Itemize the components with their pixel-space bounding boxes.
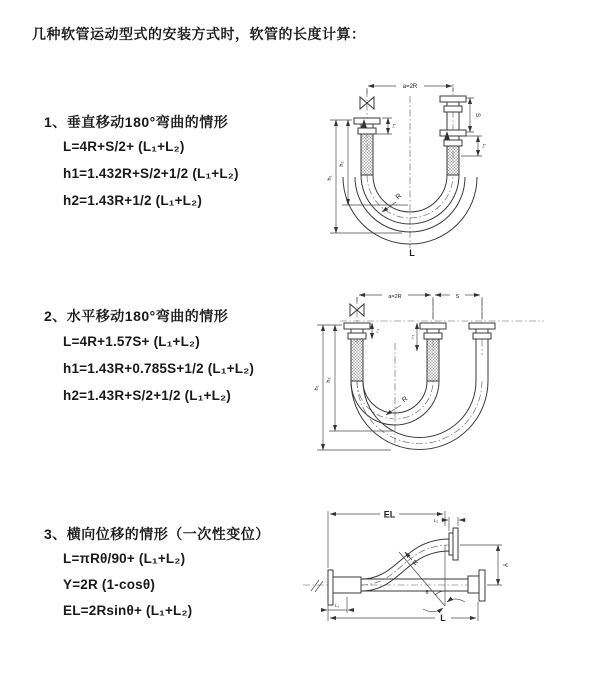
dim-label-h2: h₂: [326, 377, 332, 383]
formula-el-3: EL=2Rsinθ+ (L₁+L₂): [63, 603, 193, 618]
dim-label-a2r: a=2R: [388, 294, 402, 300]
dim-l2: [411, 323, 417, 351]
diagram-lateral-displacement: [295, 498, 600, 648]
dim-label-l: L: [440, 613, 446, 623]
right-flange-assembly: [440, 96, 466, 175]
formula-h2-2: h2=1.43R+S/2+1/2 (L₁+L₂): [63, 388, 231, 403]
formula-l-2: L=4R+1.57S+ (L₁+L₂): [63, 334, 200, 349]
formula-l-3: L=πRθ/90+ (L₁+L₂): [63, 551, 186, 566]
dim-label-h1: h₁: [327, 175, 333, 181]
diagram-vertical-180-bend: [312, 70, 590, 265]
formula-h1-1: h1=1.432R+S/2+1/2 (L₁+L₂): [63, 166, 239, 181]
dim-label-s: S: [455, 294, 460, 300]
left-flange-assembly: [328, 570, 361, 605]
dim-label-theta: θ: [425, 590, 429, 596]
centerlines: [340, 297, 544, 443]
dim-el: [328, 510, 445, 569]
formula-l-1: L=4R+S/2+ (L₁+L₂): [63, 139, 185, 154]
dim-l1: [372, 323, 381, 339]
formula-y-3: Y=2R (1-cosθ): [63, 577, 156, 592]
dim-label-l: L: [409, 248, 415, 258]
dim-l2: [434, 517, 466, 531]
dim-l1: [321, 597, 354, 613]
dim-label-el: EL: [383, 509, 396, 520]
dim-label-l1: L₁: [392, 123, 397, 129]
dim-a2r: [367, 84, 453, 94]
middle-flange-assembly: [420, 323, 446, 381]
formula-h1-2: h1=1.43R+0.785S+1/2 (L₁+L₂): [63, 361, 255, 376]
braided-hose-left: [361, 134, 373, 175]
dim-label-r: R: [401, 395, 410, 405]
hose-u-bend: [351, 381, 488, 450]
section-2-heading: 2、水平移动180°弯曲的情形: [44, 308, 229, 324]
dim-s: [435, 294, 482, 319]
braided-hose-left: [351, 339, 363, 381]
left-flange-assembly: [354, 118, 380, 175]
dim-a2r: [357, 294, 433, 319]
braided-hose-right: [447, 146, 459, 175]
dim-label-l2: L₂: [482, 143, 487, 149]
braided-hose-middle: [427, 339, 439, 381]
dim-label-a2r: a=2R: [402, 84, 418, 90]
dim-label-l1: L₁: [376, 329, 381, 333]
dim-label-l1: L₁: [334, 603, 340, 608]
formula-h2-1: h2=1.43R+1/2 (L₁+L₂): [63, 193, 203, 208]
break-symbol: [311, 580, 323, 592]
dim-label-y: Y: [501, 562, 508, 568]
dim-label-r: R: [394, 192, 404, 202]
dim-label-l2: L₂: [411, 335, 416, 339]
dim-label-s: S: [474, 112, 480, 118]
page-title: 几种软管运动型式的安装方式时，软管的长度计算：: [32, 26, 366, 42]
dim-label-r: R: [411, 558, 421, 568]
dim-label-l2: L₂: [433, 518, 439, 523]
dim-label-h1: h₁: [314, 385, 320, 391]
section-1-heading: 1、垂直移动180°弯曲的情形: [44, 114, 229, 130]
section-3-heading: 3、横向位移的情形（一次性变位）: [44, 526, 270, 542]
right-flange-assembly: [469, 323, 495, 381]
hose-s-curve: [361, 528, 458, 591]
left-flange-assembly: [344, 323, 370, 381]
diagram-horizontal-180-bend: [306, 283, 590, 463]
dim-l: [328, 602, 478, 623]
dim-l2: [461, 136, 487, 156]
dim-s: [466, 98, 480, 132]
dim-label-h2: h₂: [339, 161, 345, 167]
